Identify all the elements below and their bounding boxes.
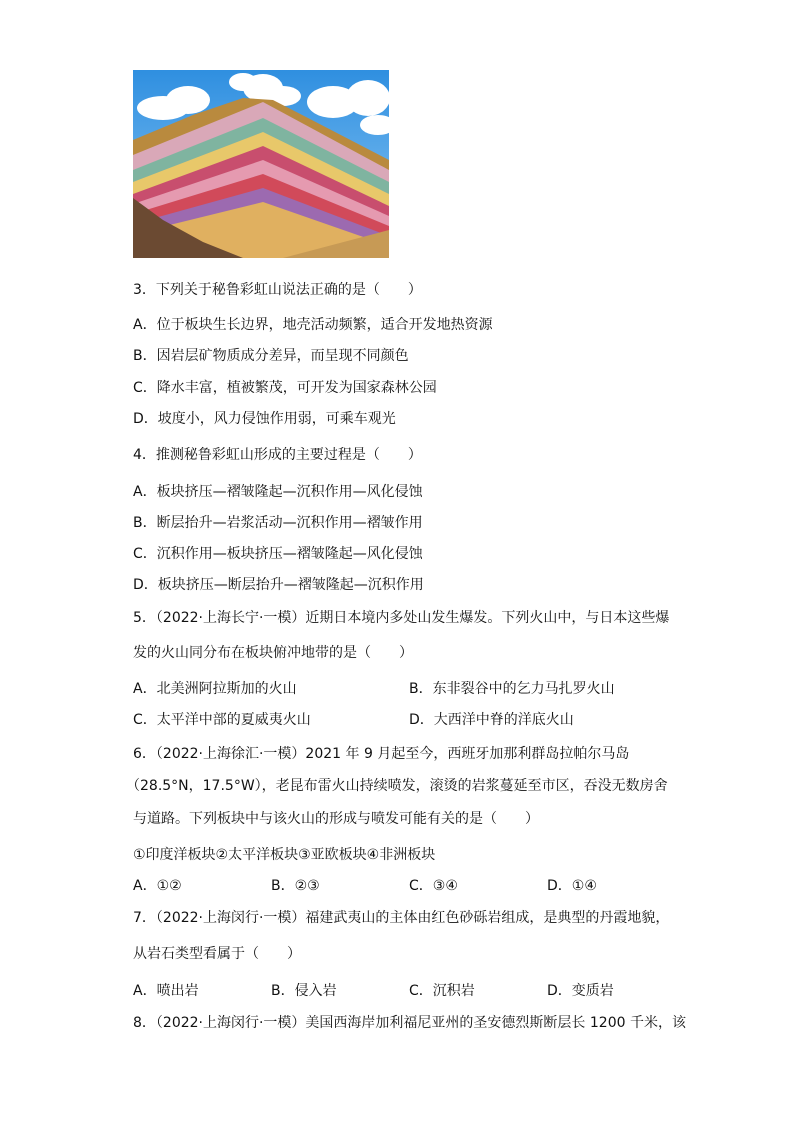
q7-option-c: C．沉积岩 — [409, 983, 475, 999]
question-4-stem: 4．推测秘鲁彩虹山形成的主要过程是（ ） — [133, 447, 422, 463]
question-7-stem-line1: 7．（2022·上海闵行·一模）福建武夷山的主体由红色砂砾岩组成，是典型的丹霞地貌， — [133, 910, 670, 926]
q6-option-d: D．①④ — [547, 878, 597, 894]
rainbow-mountain-photo — [133, 70, 389, 258]
q5-option-a: A．北美洲阿拉斯加的火山 — [133, 681, 297, 697]
question-6-stem-line2: （28.5°N，17.5°W），老昆布雷火山持续喷发，滚烫的岩浆蔓延至市区，吞没无数房舍 — [126, 778, 668, 794]
q3-option-b: B．因岩层矿物质成分差异，而呈现不同颜色 — [133, 348, 409, 364]
q3-option-a: A．位于板块生长边界，地壳活动频繁，适合开发地热资源 — [133, 317, 493, 333]
q5-option-d: D．大西洋中脊的洋底火山 — [409, 712, 574, 728]
question-6-stem-line3: 与道路。下列板块中与该火山的形成与喷发可能有关的是（ ） — [133, 811, 539, 827]
q6-option-a: A．①② — [133, 878, 182, 894]
q5-option-c: C．太平洋中部的夏威夷火山 — [133, 712, 311, 728]
q4-option-d: D．板块挤压—断层抬升—褶皱隆起—沉积作用 — [133, 577, 424, 593]
q6-plate-list: ①印度洋板块②太平洋板块③亚欧板块④非洲板块 — [133, 847, 436, 863]
q3-option-c: C．降水丰富，植被繁茂，可开发为国家森林公园 — [133, 380, 437, 396]
question-3-stem: 3．下列关于秘鲁彩虹山说法正确的是（ ） — [133, 282, 422, 298]
q5-option-b: B．东非裂谷中的乞力马扎罗火山 — [409, 681, 615, 697]
q7-option-b: B．侵入岩 — [271, 983, 337, 999]
question-8-stem-line1: 8．（2022·上海闵行·一模）美国西海岸加利福尼亚州的圣安德烈斯断层长 1200 千米，该 — [133, 1015, 686, 1031]
q7-option-a: A．喷出岩 — [133, 983, 199, 999]
q3-option-d: D．坡度小，风力侵蚀作用弱，可乘车观光 — [133, 411, 396, 427]
question-5-stem-line2: 发的火山同分布在板块俯冲地带的是（ ） — [133, 645, 413, 661]
question-7-stem-line2: 从岩石类型看属于（ ） — [133, 946, 301, 962]
question-6-stem-line1: 6．（2022·上海徐汇·一模）2021 年 9 月起至今，西班牙加那利群岛拉帕尔马岛 — [133, 746, 630, 762]
q4-option-b: B．断层抬升—岩浆活动—沉积作用—褶皱作用 — [133, 515, 423, 531]
q6-option-b: B．②③ — [271, 878, 320, 894]
q4-option-a: A．板块挤压—褶皱隆起—沉积作用—风化侵蚀 — [133, 484, 423, 500]
question-5-stem-line1: 5．（2022·上海长宁·一模）近期日本境内多处山发生爆发。下列火山中，与日本这些爆 — [133, 610, 670, 626]
q6-option-c: C．③④ — [409, 878, 458, 894]
q7-option-d: D．变质岩 — [547, 983, 614, 999]
q4-option-c: C．沉积作用—板块挤压—褶皱隆起—风化侵蚀 — [133, 546, 423, 562]
